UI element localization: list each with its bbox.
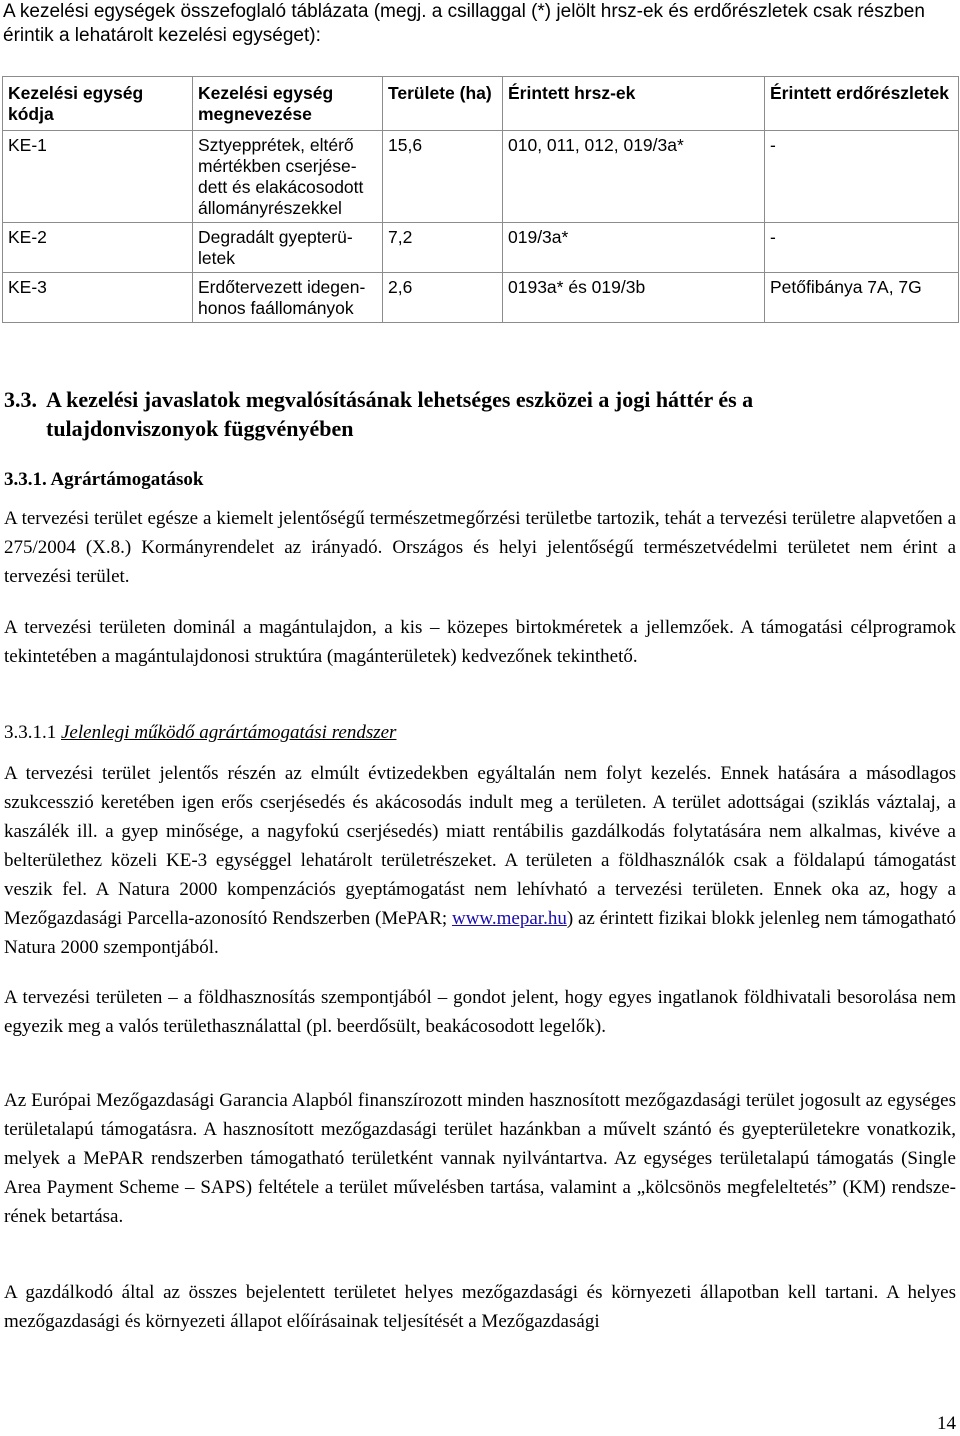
- cell-code: KE-3: [3, 273, 193, 323]
- cell-name: Sztyepprétek, eltérő mértékben cserjésedett és elakácosodott állományrészekkel: [193, 131, 383, 223]
- header-forest-subcompartments: Érintett erdőrészletek: [765, 77, 959, 131]
- paragraph-6: A gazdálkodó által az összes bejelentett területet helyes mezőgazdasági és környezeti állapotban kell tartani. A helyes mezőgazdasági és környezeti állapot előírásainak teljesítését a Mezőgazdasági: [4, 1282, 956, 1332]
- paragraph-1: A tervezési terület egésze a kiemelt jelentőségű természetmegőrzési területbe tartozik, tehát a tervezési területre alapvetően a 275/2004 (X.8.) Kormányrendelet az irányadó. Országos és helyi jelentőségű természetvédelmi területet nem érint a tervezési terület.: [4, 508, 956, 587]
- table-row: [3, 223, 959, 273]
- table-header-row: [3, 77, 959, 131]
- header-parcels: Érintett hrsz-ek: [503, 77, 765, 131]
- header-code: Kezelési egység kódja: [3, 77, 193, 131]
- cell-area: 15,6: [383, 131, 503, 223]
- cell-name: Degradált gyepterületek: [193, 223, 383, 273]
- section-number: 3.3.: [4, 387, 37, 412]
- cell-name: Erdőtervezett idegenhonos faállományok: [193, 273, 383, 323]
- cell-area: 7,2: [383, 223, 503, 273]
- table-caption: A kezelési egységek összefoglaló táblázata (megj. a csillaggal (*) jelölt hrsz-ek és erdőrészletek csak részben érintik a lehatárolt kezelési egységet):: [3, 1, 925, 46]
- mepar-link[interactable]: www.mepar.hu: [451, 908, 567, 929]
- cell-code: KE-1: [3, 131, 193, 223]
- paragraph-3-text-a: A tervezési terület jelentős részén az elmúlt évtizedekben egyáltalán nem folyt kezelés. Ennek hatására a másodlagos szukcesszió keretében igen erős cserjésedés és akácosodás indult meg a területen. A terület adottságai (sziklás váztalaj, a kaszálék ill. a gyep minősége, a nagyfokú cserjésedés) miatt rentábilis gazdálkodás folytatására nem alkalmas, kivéve a belterülethez közeli KE-3 egységgel lehatárolt területrészeket. A területen a földhasználók csak a földalapú támogatást veszik fel. A Natura 2000 kompenzációs gyeptámogatást nem lehívható a tervezési területen. Ennek oka az, hogy a Mezőgazdasági Parcella-azonosító Rendszerben (MePAR;: [4, 763, 956, 929]
- section-heading: [4, 385, 926, 443]
- cell-code: KE-2: [3, 223, 193, 273]
- table-row: [3, 273, 959, 323]
- paragraph-3-text-b: ) az érintett fizikai blokk jelenleg nem támogatható Natura 2000 szempontjából.: [4, 908, 956, 958]
- subsubsection-title: Jelenlegi működő agrártámogatási rendszer: [61, 722, 397, 743]
- section-title: A kezelési javaslatok megvalósításának lehetséges eszközei a jogi háttér és a tulajdonviszonyok függvényében: [46, 387, 754, 441]
- paragraph-2: A tervezési területen dominál a magántulajdon, a kis – közepes birtokméretek a jellemzőek. A támogatási célprogramok tekintetében a magántulajdonosi struktúra (magánterületek) kedvezőnek tekinthető.: [4, 617, 956, 667]
- paragraph-5: Az Európai Mezőgazdasági Garancia Alapból finanszírozott minden hasznosított mezőgazdasági terület jogosult az egységes területalapú támogatásra. A hasznosított mezőgazdasági terület hazánkban a művelt szántó és gyepterületekre vonatkozik, melyek a MePAR rendszerben támogatható területként vannak nyilvántartva. Az egységes területalapú támogatás (Single Area Payment Scheme – SAPS) feltétele a terület művelésben tartása, valamint a „kölcsönös megfeleltetés” (KM) rendszerének betartása.: [4, 1090, 956, 1227]
- cell-forest: -: [765, 131, 959, 223]
- cell-forest: -: [765, 223, 959, 273]
- cell-parcels: 0193a* és 019/3b: [503, 273, 765, 323]
- header-area: Területe (ha): [383, 77, 503, 131]
- paragraph-3: [4, 759, 956, 962]
- subsubsection-heading: [4, 721, 396, 745]
- subsection-heading: 3.3.1. Agrártámogatások: [4, 469, 204, 490]
- subsubsection-number: 3.3.1.1: [4, 722, 57, 743]
- cell-parcels: 019/3a*: [503, 223, 765, 273]
- management-units-table: [2, 76, 959, 323]
- header-name: Kezelési egység megnevezése: [193, 77, 383, 131]
- table-row: [3, 131, 959, 223]
- cell-forest: Petőfibánya 7A, 7G: [765, 273, 959, 323]
- page-number: 14: [937, 1413, 956, 1434]
- cell-parcels: 010, 011, 012, 019/3a*: [503, 131, 765, 223]
- paragraph-4: A tervezési területen – a földhasznosítás szempontjából – gondot jelent, hogy egyes ingatlanok földhivatali besorolása nem egyezik meg a valós területhasználattal (pl. beerdősült, beakácosodott legelők).: [4, 987, 956, 1037]
- cell-area: 2,6: [383, 273, 503, 323]
